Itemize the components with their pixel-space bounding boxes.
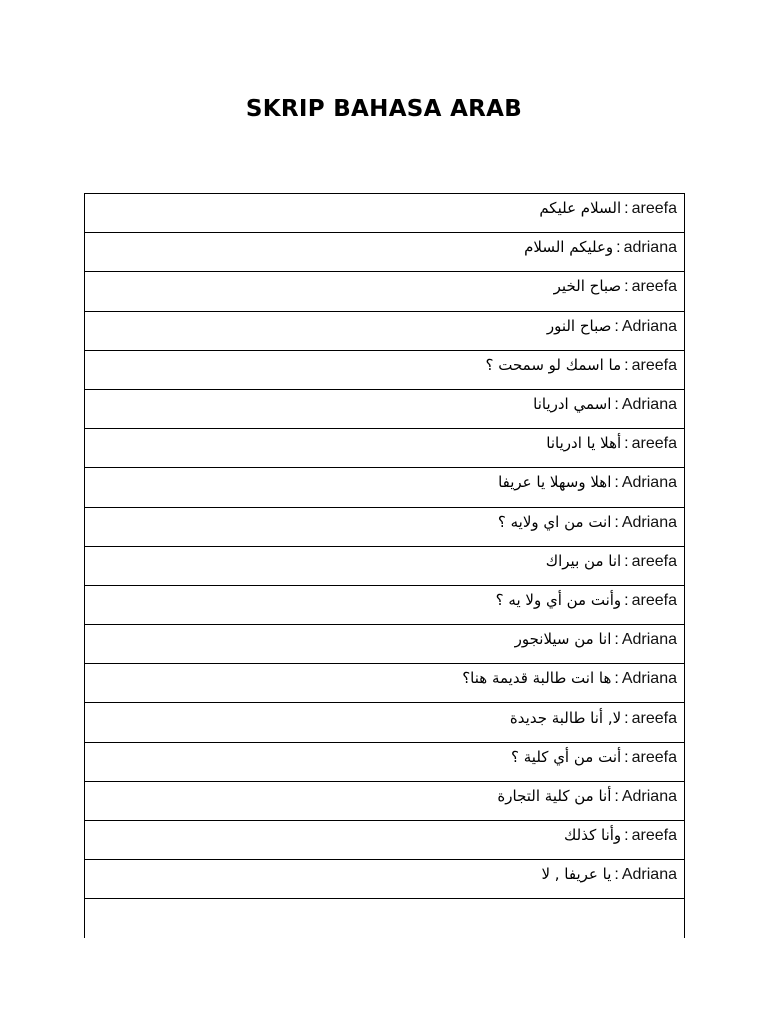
dialogue-row <box>85 508 684 547</box>
speaker-name: Adriana <box>621 317 677 335</box>
dialogue-row <box>85 468 684 507</box>
speaker-separator: : <box>614 474 619 492</box>
speaker-name: areefa <box>631 278 677 296</box>
dialogue-line <box>545 551 677 570</box>
speaker-name: adriana <box>623 239 677 257</box>
arabic-text: انا من بيراك <box>545 551 622 570</box>
speaker-separator: : <box>614 787 619 805</box>
arabic-text: لا, أنا طالبة جديدة <box>509 708 622 727</box>
speaker-separator: : <box>614 670 619 688</box>
dialogue-row <box>85 351 684 390</box>
speaker-separator: : <box>614 631 619 649</box>
speaker-separator: : <box>624 435 629 453</box>
dialogue-line <box>495 590 677 609</box>
dialogue-line <box>546 436 677 452</box>
dialogue-line <box>498 475 677 491</box>
speaker-name: Adriana <box>621 396 677 414</box>
dialogue-row <box>85 899 684 938</box>
speaker-name: areefa <box>631 591 677 609</box>
dialogue-row <box>85 194 684 233</box>
dialogue-line <box>485 355 678 374</box>
speaker-separator: : <box>624 709 629 727</box>
document-title: SKRIP BAHASA ARAB <box>245 96 523 122</box>
arabic-text: وأنا كذلك <box>564 826 622 845</box>
arabic-text: ها انت طالبة قديمة هنا؟ <box>462 669 612 688</box>
arabic-text: ما اسمك لو سمحت ؟ <box>485 355 622 374</box>
speaker-separator: : <box>624 200 629 218</box>
arabic-text: وعليكم السلام <box>524 238 614 257</box>
dialogue-line <box>509 708 677 727</box>
speaker-separator: : <box>624 278 629 296</box>
dialogue-row <box>85 743 684 782</box>
arabic-text: يا عريفا , لا <box>541 865 612 884</box>
speaker-separator: : <box>624 827 629 845</box>
arabic-text: وأنت من أي ولا يه ؟ <box>495 590 622 609</box>
dialogue-line <box>497 512 677 531</box>
speaker-name: areefa <box>631 200 677 218</box>
speaker-name: areefa <box>631 435 677 453</box>
speaker-separator: : <box>624 552 629 570</box>
dialogue-row <box>85 664 684 703</box>
speaker-name: Adriana <box>621 670 677 688</box>
arabic-text: انت من اي ولايه ؟ <box>497 512 612 531</box>
dialogue-line <box>497 786 677 805</box>
arabic-text: اهلا وسهلا يا عريفا <box>498 473 612 492</box>
dialogue-line <box>533 397 677 413</box>
speaker-separator: : <box>614 396 619 414</box>
speaker-separator: : <box>614 513 619 531</box>
arabic-text: اسمي ادريانا <box>533 395 612 414</box>
arabic-text: صباح النور <box>546 316 612 335</box>
speaker-separator: : <box>624 356 629 374</box>
dialogue-row <box>85 233 684 272</box>
speaker-separator: : <box>614 317 619 335</box>
dialogue-row <box>85 429 684 468</box>
arabic-text: أنت من أي كلية ؟ <box>511 747 622 766</box>
speaker-separator: : <box>624 748 629 766</box>
speaker-name: areefa <box>631 552 677 570</box>
dialogue-row <box>85 586 684 625</box>
speaker-separator: : <box>624 591 629 609</box>
dialogue-row <box>85 821 684 860</box>
dialogue-line <box>462 671 677 687</box>
speaker-separator <box>671 906 677 923</box>
speaker-name: Adriana <box>621 866 677 884</box>
dialogue-line <box>515 632 677 648</box>
arabic-text: السلام عليكم <box>539 199 622 218</box>
arabic-text: أهلا يا ادريانا <box>546 434 622 453</box>
dialogue-row <box>85 703 684 742</box>
arabic-text: أنا من كلية التجارة <box>497 786 612 805</box>
dialogue-line <box>564 828 677 844</box>
speaker-separator: : <box>614 866 619 884</box>
speaker-name: areefa <box>631 709 677 727</box>
dialogue-row <box>85 625 684 664</box>
dialogue-line <box>524 240 677 256</box>
dialogue-line <box>539 201 677 217</box>
dialogue-row <box>85 782 684 821</box>
dialogue-row <box>85 547 684 586</box>
speaker-name: Adriana <box>621 787 677 805</box>
dialogue-line <box>541 867 677 883</box>
arabic-text: صباح الخير <box>553 277 622 296</box>
dialogue-line <box>511 747 677 766</box>
dialogue-row <box>85 312 684 351</box>
dialogue-line <box>554 279 677 295</box>
speaker-name: Adriana <box>621 631 677 649</box>
speaker-name: Adriana <box>621 513 677 531</box>
arabic-text: انا من سيلانجور <box>514 630 612 649</box>
dialogue-row <box>85 390 684 429</box>
speaker-name: areefa <box>631 827 677 845</box>
speaker-name: Adriana <box>621 474 677 492</box>
speaker-name: areefa <box>631 356 677 374</box>
speaker-name: areefa <box>631 748 677 766</box>
speaker-separator: : <box>616 239 621 257</box>
dialogue-line <box>546 316 677 335</box>
dialogue-table <box>84 193 685 938</box>
dialogue-row <box>85 272 684 311</box>
dialogue-row <box>85 860 684 899</box>
dialogue-line <box>671 907 677 923</box>
